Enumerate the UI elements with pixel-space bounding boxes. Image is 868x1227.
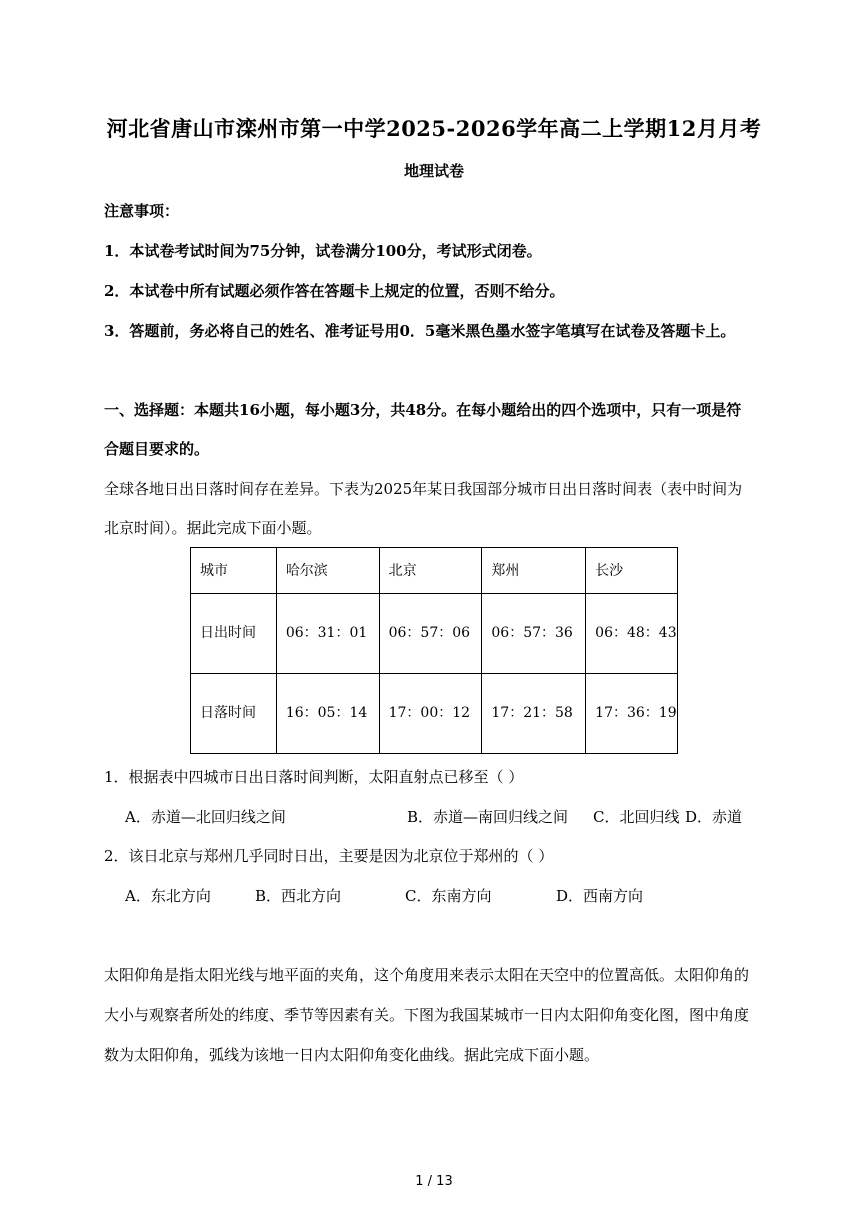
table-cell: 17：00：12	[379, 673, 482, 753]
answer-option: C．北回归线	[593, 808, 680, 826]
table-row	[191, 673, 678, 753]
answer-option: B．赤道—南回归线之间	[407, 808, 569, 826]
table-cell: 06：48：43	[586, 594, 678, 673]
answer-option: A．东北方向	[125, 887, 211, 905]
table-cell: 06：57：06	[379, 594, 482, 673]
passage-text: 太阳仰角是指太阳光线与地平面的夹角，这个角度用来表示太阳在天空中的位置高低。太阳仰角的	[104, 966, 750, 984]
passage-text: 数为太阳仰角，弧线为该地一日内太阳仰角变化曲线。据此完成下面小题。	[104, 1046, 600, 1064]
notice-item: 1．本试卷考试时间为75分钟，试卷满分100分，考试形式闭卷。	[104, 242, 542, 260]
answer-option: A．赤道—北回归线之间	[125, 808, 286, 826]
answer-option: D．西南方向	[556, 887, 644, 905]
answer-option: D．赤道	[685, 808, 743, 826]
table-cell: 日出时间	[191, 594, 277, 673]
answer-option: C．东南方向	[405, 887, 492, 905]
table-cell: 北京	[379, 548, 482, 594]
table-row	[191, 548, 678, 594]
sunrise-sunset-table	[190, 547, 678, 754]
section-heading: 合题目要求的。	[104, 440, 210, 458]
question-stem: 2．该日北京与郑州几乎同时日出，主要是因为北京位于郑州的（ ）	[104, 847, 554, 865]
question-stem: 1．根据表中四城市日出日落时间判断，太阳直射点已移至（ ）	[104, 768, 524, 786]
passage-text: 大小与观察者所处的纬度、季节等因素有关。下图为我国某城市一日内太阳仰角变化图，图中角度	[104, 1006, 750, 1024]
table-cell: 哈尔滨	[276, 548, 379, 594]
section-heading: 一、选择题：本题共16小题，每小题3分，共48分。在每小题给出的四个选项中，只有一项是符	[104, 401, 742, 419]
table-cell: 06：57：36	[482, 594, 586, 673]
table-cell: 06：31：01	[276, 594, 379, 673]
table-cell: 郑州	[482, 548, 586, 594]
notice-heading: 注意事项：	[104, 202, 180, 220]
table-cell: 17：21：58	[482, 673, 586, 753]
answer-option: B．西北方向	[255, 887, 342, 905]
passage-text: 北京时间）。据此完成下面小题。	[104, 519, 322, 537]
table-row	[191, 594, 678, 673]
exam-subtitle: 地理试卷	[403, 162, 464, 180]
table-cell: 17：36：19	[586, 673, 678, 753]
notice-item: 2．本试卷中所有试题必须作答在答题卡上规定的位置，否则不给分。	[104, 282, 565, 300]
table-cell: 长沙	[586, 548, 678, 594]
passage-text: 全球各地日出日落时间存在差异。下表为2025年某日我国部分城市日出日落时间表（表中时间为	[104, 480, 743, 498]
notice-item: 3．答题前，务必将自己的姓名、准考证号用0．5毫米黑色墨水签字笔填写在试卷及答题卡上。	[104, 322, 736, 340]
table-cell: 城市	[191, 548, 277, 594]
table-cell: 日落时间	[191, 673, 277, 753]
table-cell: 16：05：14	[276, 673, 379, 753]
exam-title: 河北省唐山市滦州市第一中学2025-2026学年高二上学期12月月考	[106, 116, 762, 141]
page-number: 1 / 13	[415, 1174, 453, 1189]
